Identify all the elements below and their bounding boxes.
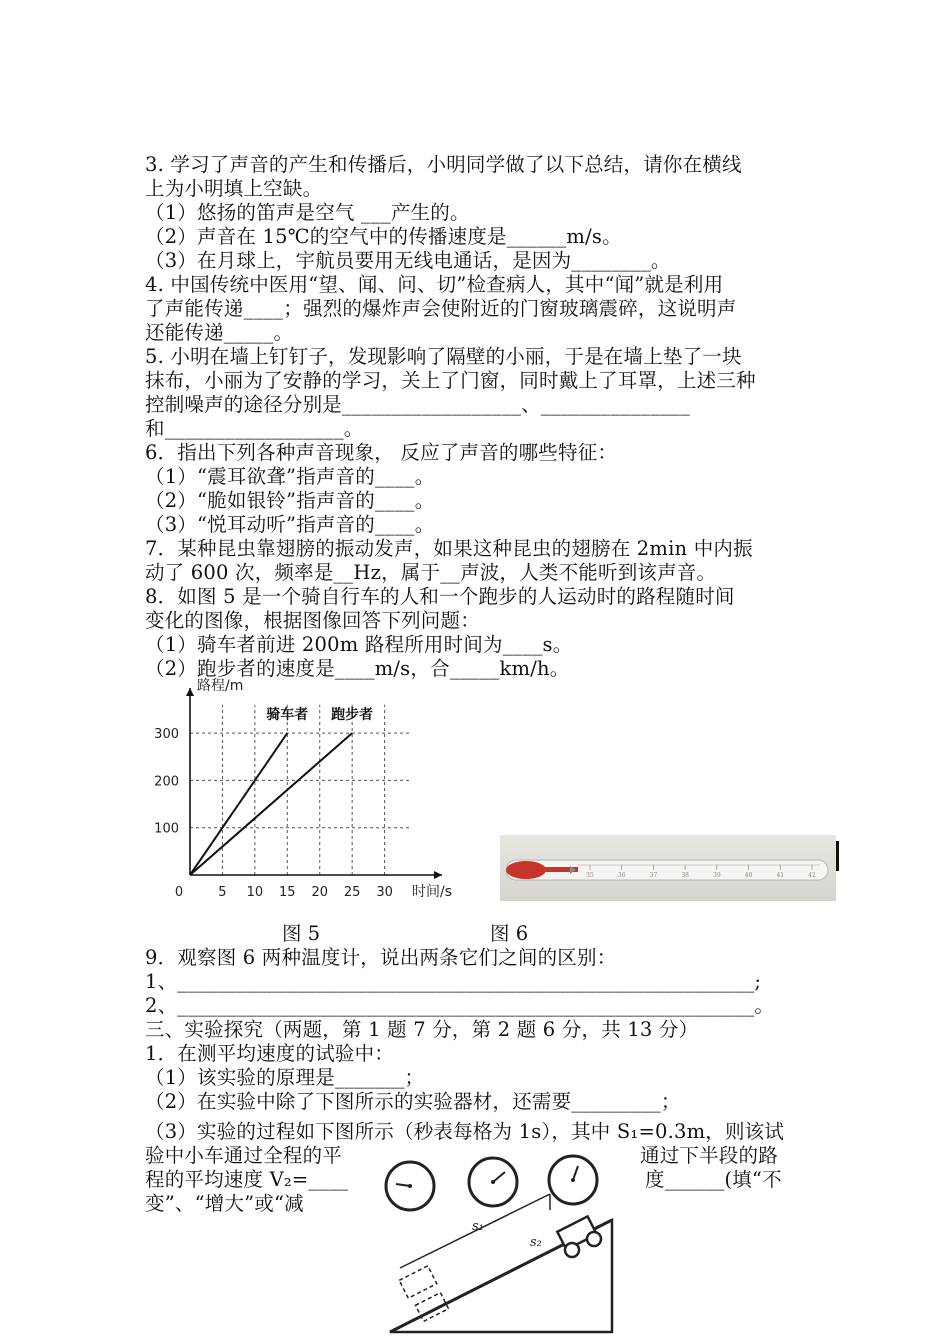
text-line: （1）悠扬的笛声是空气 ___产生的。: [145, 201, 470, 224]
stopwatch-icon: [469, 1158, 517, 1206]
text-line: 9．观察图 6 两种温度计，说出两条它们之间的区别：: [145, 946, 617, 969]
y-axis-arrow: [186, 688, 194, 696]
text-line-partial: 变”、“增大”或“减: [145, 1192, 304, 1215]
text-line-partial: 验中小车通过全程的平: [145, 1144, 343, 1167]
text-line: （2）“脆如银铃”指声音的____。: [145, 489, 435, 512]
x-tick-label: 30: [376, 885, 393, 900]
thermometer-scale-label: 39: [713, 872, 721, 879]
x-tick-label: 25: [343, 885, 361, 900]
x-tick-label: 15: [279, 885, 296, 900]
incline-apparatus-image: [360, 1150, 630, 1338]
stopwatch-icon: [549, 1156, 597, 1204]
text-line-partial: 程的平均速度 V₂=____: [145, 1168, 349, 1191]
figure-5-caption: 图 5: [282, 922, 321, 945]
thermometer-image: [500, 835, 840, 901]
thermometer-scale-label: 36: [617, 872, 626, 879]
y-tick-label: 100: [154, 821, 179, 837]
thermometer-scale-label: 41: [776, 872, 785, 879]
text-line: 2、__________________________________________________________。: [145, 994, 775, 1017]
text-line: （2）跑步者的速度是____m/s，合_____km/h。: [145, 657, 570, 680]
x-tick-label: 5: [218, 885, 227, 900]
series-line: [190, 733, 287, 875]
section-heading: 三、实验探究（两题，第 1 题 7 分，第 2 题 6 分，共 13 分）: [145, 1018, 699, 1041]
text-line: （1）骑车者前进 200m 路程所用时间为____s。: [145, 633, 573, 656]
series-line: [190, 733, 352, 875]
thermometer-scale-label: 35: [586, 872, 594, 879]
y-tick-label: 300: [154, 727, 179, 743]
text-line: 抹布，小丽为了安静的学习，关上了门窗，同时戴上了耳罩，上述三种: [145, 369, 756, 392]
text-line-partial: 通过下半段的路: [640, 1144, 778, 1167]
svg-text:s₁: s₁: [472, 1219, 484, 1234]
text-line: 控制噪声的途径分别是__________________、_______________: [145, 393, 691, 416]
text-line: （3）实验的过程如下图所示（秒表每格为 1s），其中 S₁=0.3m，则该试: [145, 1120, 785, 1143]
text-line: 5. 小明在墙上钉钉子，发现影响了隔壁的小丽，于是在墙上垫了一块: [145, 345, 742, 368]
text-line: 1、__________________________________________________________;: [145, 970, 762, 993]
series-label: 骑车者: [266, 707, 309, 724]
text-line: （1）该实验的原理是_______；: [145, 1066, 425, 1089]
text-line: 3. 学习了声音的产生和传播后，小明同学做了以下总结，请你在横线: [145, 153, 742, 176]
text-line: 变化的图像，根据图像回答下列问题：: [145, 609, 480, 632]
y-axis-label: 路程/m: [197, 678, 244, 694]
text-line: 动了 600 次，频率是__Hz，属于__声波，人类不能听到该声音。: [145, 561, 717, 584]
text-line: 4. 中国传统中医用“望、闻、问、切”检查病人，其中“闻”就是利用: [145, 273, 724, 296]
x-tick-label: 20: [311, 885, 329, 900]
text-line: 7．某种昆虫靠翅膀的振动发声，如果这种昆虫的翅膀在 2min 中内振: [145, 537, 753, 560]
series-label: 跑步者: [331, 707, 374, 724]
text-line: 上为小明填上空缺。: [145, 177, 323, 200]
figure-6-caption: 图 6: [490, 922, 529, 945]
text-line: 6．指出下列各种声音现象， 反应了声音的哪些特征：: [145, 441, 618, 464]
text-line: 8．如图 5 是一个骑自行车的人和一个跑步的人运动时的路程随时间: [145, 585, 735, 608]
svg-text:s₂: s₂: [530, 1235, 542, 1250]
text-line: 还能传递_____。: [145, 321, 294, 344]
text-line: 1．在测平均速度的试验中：: [145, 1042, 395, 1065]
text-line: 了声能传递____；强烈的爆炸声会使附近的门窗玻璃震碎，这说明声: [145, 297, 737, 320]
thermometer-scale-label: 40: [744, 872, 753, 879]
thermometer-scale-label: 38: [681, 872, 689, 879]
text-line: 和__________________。: [145, 417, 364, 440]
text-line: （3）在月球上，宇航员要用无线电通话，是因为________。: [145, 249, 671, 272]
y-tick-label: 200: [154, 774, 179, 790]
text-line-partial: 度______(填“不: [645, 1168, 782, 1191]
x-axis-label: 时间/s: [412, 884, 453, 900]
x-axis-arrow: [434, 871, 442, 879]
x-tick-label: 0: [174, 885, 184, 900]
thermometer-scale-label: 37: [649, 872, 658, 879]
distance-time-chart: [145, 675, 475, 910]
text-line: （2）在实验中除了下图所示的实验器材，还需要_________；: [145, 1090, 681, 1113]
text-line: （3）“悦耳动听”指声音的____。: [145, 513, 435, 536]
thermometer-scale-label: 42: [808, 872, 816, 879]
stopwatch-icon: [386, 1162, 434, 1210]
text-line: （2）声音在 15℃的空气中的传播速度是______m/s。: [145, 225, 622, 248]
x-tick-label: 10: [246, 885, 264, 900]
text-line: （1）“震耳欲聋”指声音的____。: [145, 465, 435, 488]
